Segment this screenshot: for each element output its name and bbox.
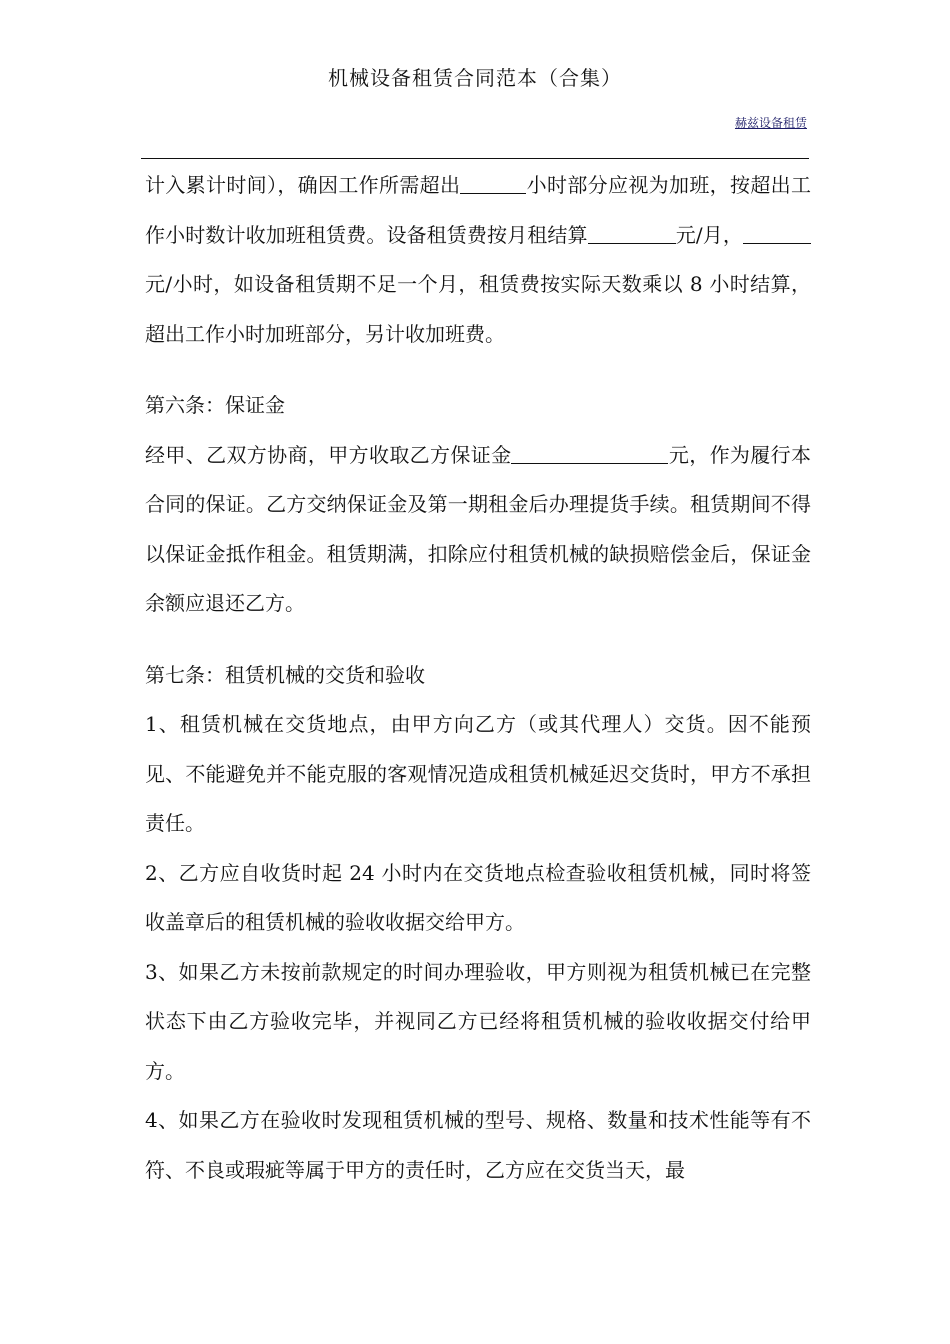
- paragraph-deposit: [145, 431, 811, 629]
- blank-monthly-rent[interactable]: [588, 223, 676, 244]
- paragraph-text: 元/月，: [675, 222, 743, 247]
- list-item: 4、如果乙方在验收时发现租赁机械的型号、规格、数量和技术性能等有不符、不良或瑕疵等属于甲方的责任时，乙方应在交货当天，最: [145, 1108, 811, 1182]
- paragraph-text: 元/小时，如设备租赁期不足一个月，租赁费按实际天数乘以 8 小时结算，超出工作小时加班部分，另计收加班费。: [145, 272, 811, 346]
- paragraph-text: 计入累计时间），确因工作所需超出: [145, 173, 461, 197]
- page-title: 机械设备租赁合同范本（合集）: [328, 66, 622, 90]
- blank-hourly-rent[interactable]: [743, 223, 811, 244]
- header-divider: [141, 158, 809, 159]
- section-heading-7: 第七条：租赁机械的交货和验收: [145, 662, 425, 687]
- list-item: 2、乙方应自收货时起 24 小时内在交货地点检查验收租赁机械，同时将签收盖章后的租赁机械的验收收据交给甲方。: [145, 860, 811, 934]
- paragraph-text: 经甲、乙双方协商，甲方收取乙方保证金: [145, 442, 512, 467]
- list-item: 3、如果乙方未按前款规定的时间办理验收，甲方则视为租赁机械已在完整状态下由乙方验收完毕，并视同乙方已经将租赁机械的验收收据交付给甲方。: [145, 959, 811, 1083]
- paragraph-rental-fee: [145, 161, 811, 359]
- header-company-link[interactable]: 赫兹设备租赁: [734, 116, 807, 130]
- section-heading-6: 第六条：保证金: [145, 393, 285, 417]
- paragraph-text: 元，作为履行本合同的保证。乙方交纳保证金及第一期租金后办理提货手续。租赁期间不得以保证金抵作租金。租赁期满，扣除应付租赁机械的缺损赔偿金后，保证金余额应退还乙方。: [145, 442, 812, 615]
- list-item: 1、租赁机械在交货地点，由甲方向乙方（或其代理人）交货。因不能预见、不能避免并不能克服的客观情况造成租赁机械延迟交货时，甲方不承担责任。: [145, 712, 811, 835]
- blank-deposit-amount[interactable]: [511, 443, 668, 464]
- document-body: [145, 161, 811, 1195]
- blank-overtime-hours[interactable]: [460, 173, 526, 194]
- paragraph-text: 小时部分应视为加班，按超出工作小时数计收加班租赁费。设备租赁费按月租结算: [145, 173, 812, 247]
